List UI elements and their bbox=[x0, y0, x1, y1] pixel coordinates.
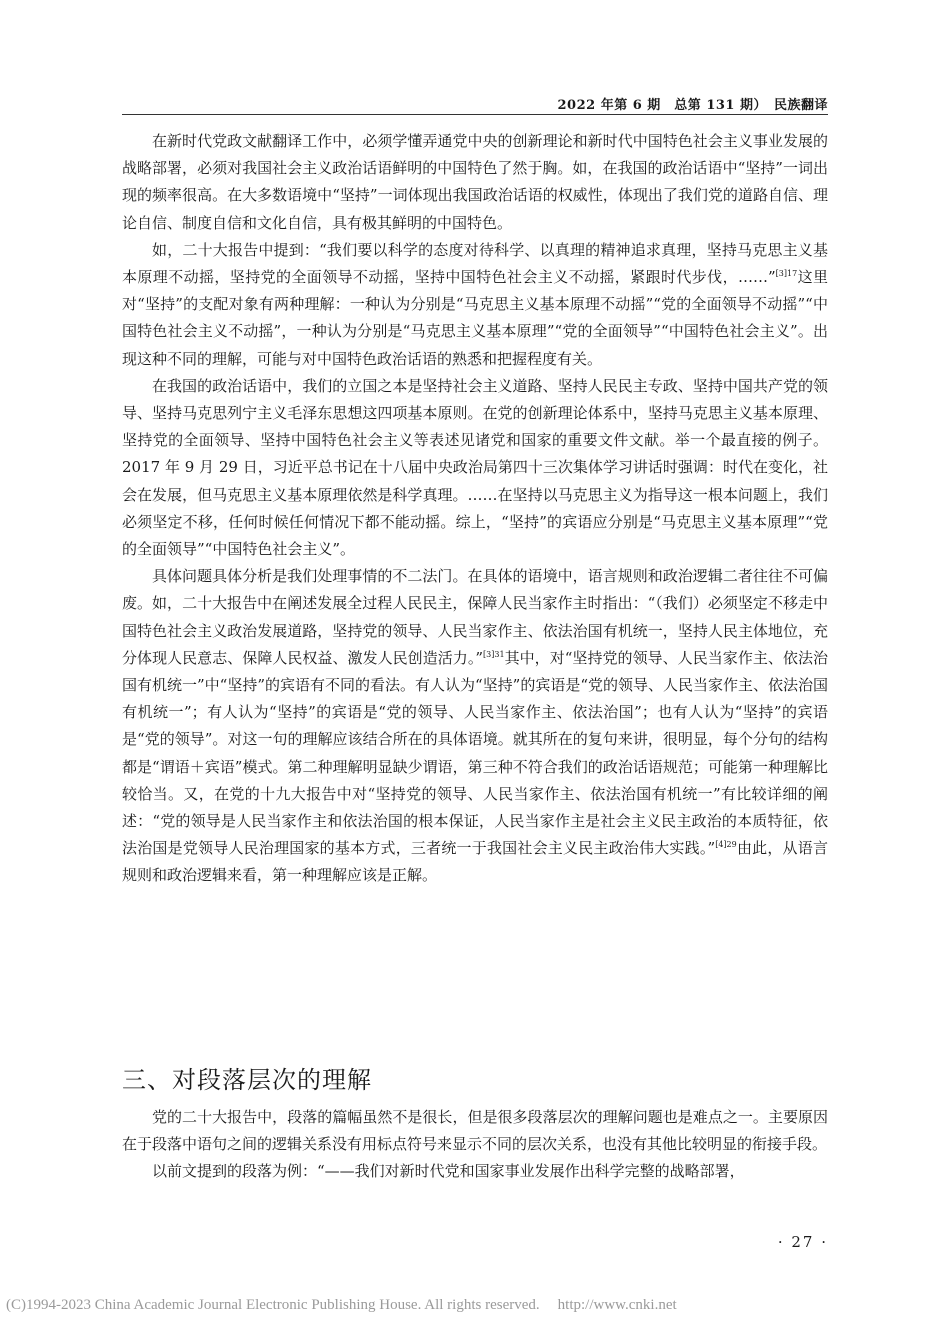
paragraph-text: 在我国的政治话语中，我们的立国之本是坚持社会主义道路、坚持人民民主专政、坚持中国共产党的领导、坚持马克思列宁主义毛泽东思想这四项基本原则。在党的创新理论体系中，坚持马克思主义基本原理、坚持党的全面领导、坚持中国特色社会主义等表述见诸党和国家的重要文件文献。举一个最直接的例子。2017 年 9 月 29 日，习近平总书记在十八届中央政治局第四十三次集体学习讲话时强调：时代在变化，社会在发展，但马克思主义基本原理依然是科学真理。……在坚持以马克思主义为指导这一根本问题上，我们必须坚定不移，任何时候任何情况下都不能动摇。综上，“坚持”的宾语应分别是“马克思主义基本原理”“党的全面领导”“中国特色社会主义”。 bbox=[122, 376, 828, 559]
paragraph-text: 由此，从语言规则和政治逻辑来看，第一种理解应该是正解。 bbox=[122, 839, 828, 885]
citation-marker: [4]29 bbox=[715, 840, 737, 850]
header-rule bbox=[122, 114, 828, 115]
footer-url: http://www.cnki.net bbox=[557, 1297, 677, 1313]
paragraph-4 bbox=[122, 563, 828, 889]
paragraph-text: 如，二十大报告中提到：“我们要以科学的态度对待科学、以真理的精神追求真理，坚持马克思主义基本原理不动摇，坚持党的全面领导不动摇，坚持中国特色社会主义不动摇，紧跟时代步伐，……” bbox=[122, 240, 828, 287]
section-heading: 三、对段落层次的理解 bbox=[122, 1066, 372, 1094]
copyright-footer bbox=[6, 1297, 944, 1314]
paragraph-text: 其中，对“坚持党的领导、人民当家作主、依法治国有机统一”中“坚持”的宾语有不同的看法。有人认为“坚持”的宾语是“党的领导、人民当家作主、依法治国有机统一”；有人认为“坚持”的宾语是“党的领导、人民当家作主、依法治国”；也有人认为“坚持”的宾语是“党的领导”。对这一句的理解应该结合所在的具体语境。就其所在的复句来讲，很明显，每个分句的结构都是“谓语＋宾语”模式。第二种理解明显缺少谓语，第三种不符合我们的政治话语规范；可能第一种理解比较恰当。又，在党的十九大报告中对“坚持党的领导、人民当家作主、依法治国有机统一”有比较详细的阐述：“党的领导是人民当家作主和依法治国的根本保证，人民当家作主是社会主义民主政治的本质特征，依法治国是党领导人民治理国家的基本方式，三者统一于我国社会主义民主政治伟大实践。” bbox=[122, 648, 829, 858]
paragraph-6: 以前文提到的段落为例：“——我们对新时代党和国家事业发展作出科学完整的战略部署， bbox=[152, 1162, 745, 1181]
running-header: 2022 年第 6 期 总第 131 期） 民族翻译 bbox=[557, 98, 828, 113]
paragraph-text: 在新时代党政文献翻译工作中，必须学懂弄通党中央的创新理论和新时代中国特色社会主义事业发展的战略部署，必须对我国社会主义政治话语鲜明的中国特色了然于胸。如，在我国的政治话语中“坚持”一词出现的频率很高。在大多数语境中“坚持”一词体现出我国政治话语的权威性，体现出了我们党的道路自信、理论自信、制度自信和文化自信，具有极其鲜明的中国特色。 bbox=[122, 132, 828, 232]
paragraph-1 bbox=[122, 128, 828, 237]
citation-marker: [3]17 bbox=[775, 269, 798, 279]
copyright-text: (C)1994-2023 China Academic Journal Electronic Publishing House. All rights reserved. bbox=[6, 1297, 540, 1313]
paragraph-text: 具体问题具体分析是我们处理事情的不二法门。在具体的语境中，语言规则和政治逻辑二者往往不可偏废。如，二十大报告中在阐述发展全过程人民民主，保障人民当家作主时指出：“（我们）必须坚定不移走中国特色社会主义政治发展道路，坚持党的领导、人民当家作主、依法治国有机统一，坚持人民主体地位，充分体现人民意志、保障人民权益、激发人民创造活力。” bbox=[122, 567, 828, 667]
paragraph-5: 党的二十大报告中，段落的篇幅虽然不是很长，但是很多段落层次的理解问题也是难点之一。主要原因在于段落中语句之间的逻辑关系没有用标点符号来显示不同的层次关系，也没有其他比较明显的衔接手段。 bbox=[122, 1108, 828, 1154]
article-body bbox=[122, 128, 828, 890]
paragraph-2 bbox=[122, 237, 828, 373]
page-number: · 27 · bbox=[777, 1233, 828, 1251]
paragraph-text: 这里对“坚持”的支配对象有两种理解：一种认为分别是“马克思主义基本原理不动摇”“党的全面领导不动摇”“中国特色社会主义不动摇”，一种认为分别是“马克思主义基本原理”“党的全面领导”“中国特色社会主义”。出现这种不同的理解，可能与对中国特色政治话语的熟悉和把握程度有关。 bbox=[122, 268, 828, 368]
citation-marker: [3]31 bbox=[483, 649, 505, 659]
section-body bbox=[122, 1104, 828, 1186]
paragraph-3 bbox=[122, 373, 828, 563]
